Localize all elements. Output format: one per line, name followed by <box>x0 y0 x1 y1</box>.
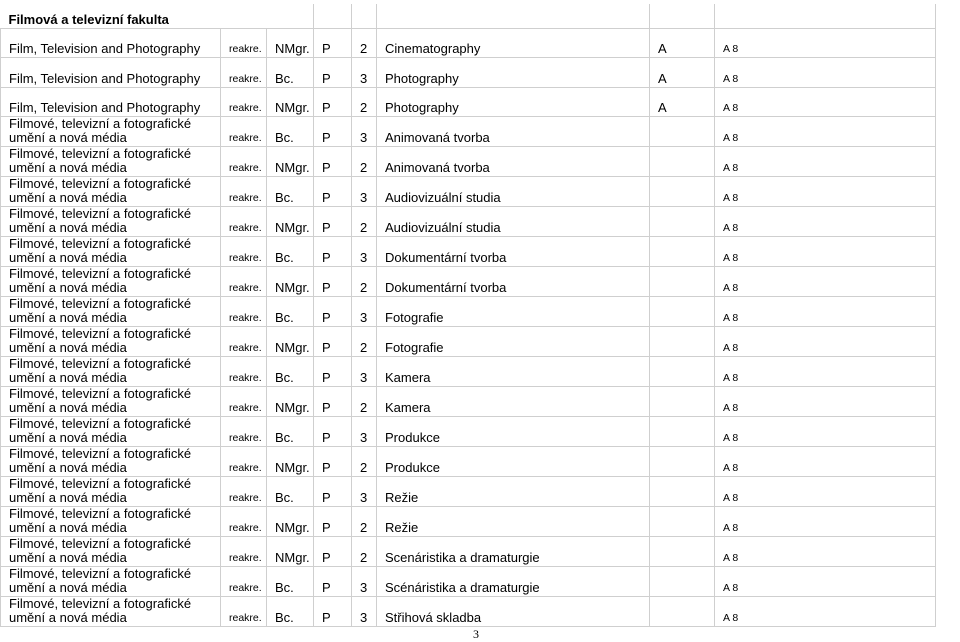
faculty-cell <box>1 537 221 567</box>
degree-cell: NMgr. <box>267 147 314 177</box>
degree-cell: NMgr. <box>267 537 314 567</box>
action-cell: reakre. <box>221 58 267 88</box>
faculty-line-1: Filmové, televizní a fotografické <box>9 596 192 611</box>
faculty-cell <box>1 327 221 357</box>
grade-cell: A 8 <box>715 267 936 297</box>
faculty-cell <box>1 567 221 597</box>
program-name-cell: Produkce <box>377 417 650 447</box>
duration-cell: 2 <box>352 267 377 297</box>
degree-cell: Bc. <box>267 417 314 447</box>
faculty-cell <box>1 237 221 267</box>
duration-cell: 2 <box>352 507 377 537</box>
study-form-cell: P <box>314 327 352 357</box>
faculty-line-2: umění a nová média <box>9 220 127 235</box>
study-form-cell: P <box>314 447 352 477</box>
program-name-cell: Animovaná tvorba <box>377 147 650 177</box>
faculty-line-2: umění a nová média <box>9 400 127 415</box>
study-form-cell: P <box>314 537 352 567</box>
action-cell: reakre. <box>221 88 267 117</box>
duration-cell: 3 <box>352 237 377 267</box>
grade-cell: A 8 <box>715 507 936 537</box>
grade-cell: A 8 <box>715 29 936 58</box>
program-name-cell: Produkce <box>377 447 650 477</box>
language-cell <box>650 477 715 507</box>
action-cell: reakre. <box>221 177 267 207</box>
duration-cell: 2 <box>352 88 377 117</box>
table-row <box>1 58 936 88</box>
program-name-cell: Režie <box>377 477 650 507</box>
grade-cell: A 8 <box>715 177 936 207</box>
study-form-cell: P <box>314 117 352 147</box>
faculty-cell <box>1 357 221 387</box>
faculty-line-1: Filmové, televizní a fotografické <box>9 206 192 221</box>
faculty-line-2: umění a nová média <box>9 490 127 505</box>
language-cell <box>650 177 715 207</box>
faculty-line-1: Filmové, televizní a fotografické <box>9 356 192 371</box>
faculty-cell <box>1 477 221 507</box>
program-name-cell: Photography <box>377 58 650 88</box>
faculty-line-1: Film, Television and Photography <box>9 41 201 56</box>
study-form-cell: P <box>314 237 352 267</box>
duration-cell: 2 <box>352 327 377 357</box>
faculty-line-2: umění a nová média <box>9 310 127 325</box>
action-cell: reakre. <box>221 507 267 537</box>
faculty-line-1: Filmové, televizní a fotografické <box>9 506 192 521</box>
study-form-cell: P <box>314 177 352 207</box>
language-cell <box>650 387 715 417</box>
program-name-cell: Scénáristika a dramaturgie <box>377 567 650 597</box>
language-cell <box>650 507 715 537</box>
degree-cell: NMgr. <box>267 507 314 537</box>
program-name-cell: Audiovizuální studia <box>377 207 650 237</box>
faculty-line-1: Filmové, televizní a fotografické <box>9 416 192 431</box>
duration-cell: 3 <box>352 597 377 627</box>
grade-cell: A 8 <box>715 447 936 477</box>
program-name-cell: Dokumentární tvorba <box>377 267 650 297</box>
grade-cell: A 8 <box>715 297 936 327</box>
duration-cell: 3 <box>352 117 377 147</box>
faculty-cell <box>1 447 221 477</box>
table-row <box>1 567 936 597</box>
degree-cell: Bc. <box>267 237 314 267</box>
study-form-cell: P <box>314 597 352 627</box>
faculty-cell <box>1 58 221 88</box>
language-cell: A <box>650 88 715 117</box>
grade-cell: A 8 <box>715 417 936 447</box>
faculty-cell <box>1 147 221 177</box>
faculty-line-1: Filmové, televizní a fotografické <box>9 326 192 341</box>
degree-cell: Bc. <box>267 567 314 597</box>
action-cell: reakre. <box>221 537 267 567</box>
faculty-cell <box>1 417 221 447</box>
program-name-cell: Fotografie <box>377 297 650 327</box>
program-name-cell: Kamera <box>377 387 650 417</box>
degree-cell: NMgr. <box>267 88 314 117</box>
grade-cell: A 8 <box>715 147 936 177</box>
table-row <box>1 417 936 447</box>
language-cell <box>650 117 715 147</box>
language-cell <box>650 297 715 327</box>
study-form-cell: P <box>314 58 352 88</box>
table-row <box>1 29 936 58</box>
degree-cell: NMgr. <box>267 207 314 237</box>
grade-cell: A 8 <box>715 567 936 597</box>
faculty-line-1: Filmové, televizní a fotografické <box>9 146 192 161</box>
action-cell: reakre. <box>221 207 267 237</box>
faculty-cell <box>1 29 221 58</box>
faculty-line-1: Filmové, televizní a fotografické <box>9 176 192 191</box>
faculty-line-2: umění a nová média <box>9 190 127 205</box>
table-row <box>1 147 936 177</box>
grade-cell: A 8 <box>715 237 936 267</box>
program-name-cell: Cinematography <box>377 29 650 58</box>
faculty-line-2: umění a nová média <box>9 580 127 595</box>
faculty-cell <box>1 177 221 207</box>
program-name-cell: Dokumentární tvorba <box>377 237 650 267</box>
duration-cell: 2 <box>352 387 377 417</box>
study-form-cell: P <box>314 88 352 117</box>
faculty-line-1: Filmové, televizní a fotografické <box>9 476 192 491</box>
table-row <box>1 237 936 267</box>
degree-cell: Bc. <box>267 177 314 207</box>
table-row <box>1 597 936 627</box>
table-row <box>1 297 936 327</box>
duration-cell: 3 <box>352 417 377 447</box>
faculty-cell <box>1 597 221 627</box>
duration-cell: 3 <box>352 297 377 327</box>
program-name-cell: Scenáristika a dramaturgie <box>377 537 650 567</box>
language-cell <box>650 417 715 447</box>
faculty-line-2: umění a nová média <box>9 610 127 625</box>
action-cell: reakre. <box>221 477 267 507</box>
grade-cell: A 8 <box>715 207 936 237</box>
faculty-line-1: Filmové, televizní a fotografické <box>9 116 192 131</box>
faculty-cell <box>1 387 221 417</box>
faculty-line-2: umění a nová média <box>9 370 127 385</box>
faculty-line-2: umění a nová média <box>9 130 127 145</box>
grade-cell: A 8 <box>715 58 936 88</box>
action-cell: reakre. <box>221 387 267 417</box>
language-cell <box>650 267 715 297</box>
duration-cell: 3 <box>352 477 377 507</box>
study-form-cell: P <box>314 357 352 387</box>
language-cell <box>650 237 715 267</box>
language-cell <box>650 147 715 177</box>
grade-cell: A 8 <box>715 597 936 627</box>
study-form-cell: P <box>314 147 352 177</box>
action-cell: reakre. <box>221 147 267 177</box>
faculty-line-1: Film, Television and Photography <box>9 71 201 86</box>
faculty-line-1: Filmové, televizní a fotografické <box>9 566 192 581</box>
faculty-cell <box>1 88 221 117</box>
study-form-cell: P <box>314 29 352 58</box>
degree-cell: NMgr. <box>267 267 314 297</box>
study-form-cell: P <box>314 267 352 297</box>
action-cell: reakre. <box>221 297 267 327</box>
action-cell: reakre. <box>221 117 267 147</box>
faculty-line-2: umění a nová média <box>9 550 127 565</box>
degree-cell: Bc. <box>267 297 314 327</box>
duration-cell: 2 <box>352 147 377 177</box>
action-cell: reakre. <box>221 567 267 597</box>
faculty-cell <box>1 267 221 297</box>
grade-cell: A 8 <box>715 88 936 117</box>
study-form-cell: P <box>314 507 352 537</box>
study-form-cell: P <box>314 387 352 417</box>
degree-cell: NMgr. <box>267 29 314 58</box>
faculty-line-2: umění a nová média <box>9 250 127 265</box>
program-name-cell: Střihová skladba <box>377 597 650 627</box>
study-form-cell: P <box>314 207 352 237</box>
degree-cell: Bc. <box>267 58 314 88</box>
faculty-line-2: umění a nová média <box>9 520 127 535</box>
table-row <box>1 537 936 567</box>
language-cell <box>650 537 715 567</box>
language-cell <box>650 567 715 597</box>
faculty-line-1: Filmové, televizní a fotografické <box>9 266 192 281</box>
table-row <box>1 177 936 207</box>
action-cell: reakre. <box>221 237 267 267</box>
faculty-cell <box>1 297 221 327</box>
grade-cell: A 8 <box>715 327 936 357</box>
table-row <box>1 88 936 117</box>
table-row <box>1 447 936 477</box>
language-cell <box>650 447 715 477</box>
action-cell: reakre. <box>221 417 267 447</box>
program-name-cell: Photography <box>377 88 650 117</box>
language-cell <box>650 357 715 387</box>
degree-cell: Bc. <box>267 597 314 627</box>
table-row <box>1 477 936 507</box>
degree-cell: NMgr. <box>267 387 314 417</box>
language-cell <box>650 207 715 237</box>
faculty-line-2: umění a nová média <box>9 340 127 355</box>
degree-cell: NMgr. <box>267 447 314 477</box>
program-name-cell: Fotografie <box>377 327 650 357</box>
grade-cell: A 8 <box>715 357 936 387</box>
faculty-line-1: Filmové, televizní a fotografické <box>9 536 192 551</box>
action-cell: reakre. <box>221 267 267 297</box>
faculty-line-2: umění a nová média <box>9 430 127 445</box>
action-cell: reakre. <box>221 447 267 477</box>
action-cell: reakre. <box>221 597 267 627</box>
language-cell <box>650 327 715 357</box>
program-name-cell: Audiovizuální studia <box>377 177 650 207</box>
duration-cell: 3 <box>352 177 377 207</box>
faculty-cell <box>1 507 221 537</box>
faculty-cell <box>1 117 221 147</box>
duration-cell: 3 <box>352 58 377 88</box>
study-form-cell: P <box>314 297 352 327</box>
grade-cell: A 8 <box>715 117 936 147</box>
duration-cell: 2 <box>352 447 377 477</box>
duration-cell: 2 <box>352 537 377 567</box>
table-row <box>1 507 936 537</box>
duration-cell: 3 <box>352 567 377 597</box>
language-cell: A <box>650 29 715 58</box>
study-form-cell: P <box>314 417 352 447</box>
action-cell: reakre. <box>221 327 267 357</box>
study-form-cell: P <box>314 567 352 597</box>
page-number: 3 <box>473 627 479 641</box>
program-name-cell: Kamera <box>377 357 650 387</box>
duration-cell: 3 <box>352 357 377 387</box>
duration-cell: 2 <box>352 207 377 237</box>
action-cell: reakre. <box>221 357 267 387</box>
study-form-cell: P <box>314 477 352 507</box>
table-row <box>1 207 936 237</box>
grade-cell: A 8 <box>715 537 936 567</box>
faculty-header-row <box>1 4 936 29</box>
degree-cell: Bc. <box>267 477 314 507</box>
faculty-line-1: Film, Television and Photography <box>9 100 201 115</box>
table-row <box>1 387 936 417</box>
faculty-name: Filmová a televizní fakulta <box>1 4 314 29</box>
faculty-line-2: umění a nová média <box>9 280 127 295</box>
table-row <box>1 357 936 387</box>
language-cell <box>650 597 715 627</box>
degree-cell: NMgr. <box>267 327 314 357</box>
faculty-line-1: Filmové, televizní a fotografické <box>9 446 192 461</box>
accreditation-table <box>0 4 936 627</box>
degree-cell: Bc. <box>267 357 314 387</box>
action-cell: reakre. <box>221 29 267 58</box>
table-row <box>1 267 936 297</box>
faculty-line-1: Filmové, televizní a fotografické <box>9 236 192 251</box>
program-name-cell: Animovaná tvorba <box>377 117 650 147</box>
duration-cell: 2 <box>352 29 377 58</box>
table-row <box>1 117 936 147</box>
faculty-line-1: Filmové, televizní a fotografické <box>9 296 192 311</box>
language-cell: A <box>650 58 715 88</box>
grade-cell: A 8 <box>715 477 936 507</box>
program-name-cell: Režie <box>377 507 650 537</box>
table-row <box>1 327 936 357</box>
faculty-line-2: umění a nová média <box>9 460 127 475</box>
faculty-line-1: Filmové, televizní a fotografické <box>9 386 192 401</box>
degree-cell: Bc. <box>267 117 314 147</box>
grade-cell: A 8 <box>715 387 936 417</box>
faculty-line-2: umění a nová média <box>9 160 127 175</box>
faculty-cell <box>1 207 221 237</box>
